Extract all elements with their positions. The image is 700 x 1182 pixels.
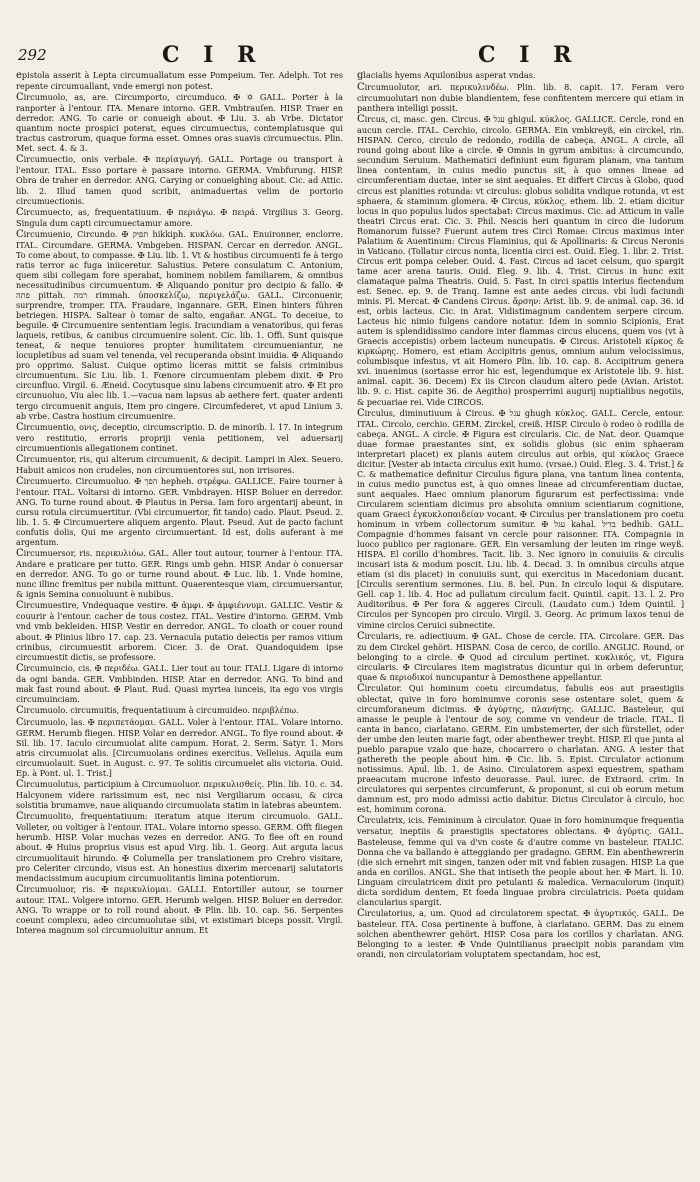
dictionary-entry: Circumuolo. circumuitis, frequentatiuum à circumuideo. περιβλέπω.	[16, 704, 299, 716]
left-column	[16, 70, 343, 1170]
dictionary-entry: epistola asserit à Lepta circumuallatum esse Pompeium. Ter. Adelph. Tot res repente circumuallant, vnde emergi non potest.	[16, 70, 343, 92]
dictionary-entry: Circumuersor, ris. περικυλιόω. GAL. Aller tout autour, tourner à l'entour. ITA. Andare e praticare per tutto. GER. Rings umb gehn. HISP. Andar ò conuersar en derredor. ANG. To go or turne round about. ✠ Luc. lib. 1. Vnde homine, nunc illinc fremitus per nubila mittunt. Quaerentesque viam, circumuersantur, & ignis Semina conuoluunt è nubibus.	[16, 548, 343, 600]
dictionary-entry: Circumuolutus, participium à Circumuoluor. περικυλισθείς. Plin. lib. 10. c. 34. Halcyonem videre rarissimum est, nec nisi Vergiliarum occasu, & circa solstitia brumamve, naue aliquando circumuolata statim in latebras abeuntem.	[16, 779, 343, 811]
text-columns	[16, 70, 684, 1170]
dictionary-entry: Circumuestire, Vndequaque vestire. ✠ ἀμφι. ✠ ἀμφιέννυμι. GALLIC. Vestir & couurir à l'entour. cacher de tous costez. ITAL. Vestire d'intorno. GERM. Vmb vnd vmb bekleiden. HISP. Vestir en derredor. ANGL. To cloath or couer round about. ✠ Plinius libro 17. cap. 23. Vernacula putatio deiectis per ramos vitium crinibus, circumuestit arborem. Cicer. 3. de Orat. Quandoquidem ipse circumuestit dictis, se professore.	[16, 600, 343, 662]
dictionary-entry: Circumuincio, cis. ✠ περιδέω. GALL. Lier tout au tour. ITALI. Ligare di intorno da ogni banda. GER. Vmbbinden. HISP. Atar en derredor. ANG. To bind and mak fast round about. ✠ Plaut. Rud. Quasi myrtea iunceis, ita ego vos virgis circumuinciam.	[16, 662, 343, 704]
dictionary-entry: Circularis, re. adiectiuum. ✠ GAL. Chose de cercle. ITA. Circolare. GER. Das zu dem Circkel gehört. HISPAN. Cosa de cerco, de corillo. ANGLIC. Round, or belonging to a circle. ✠ Quod ad circulum pertinet. κυκλικός, vt, Figura circularis. ✠ Circulares item magistratus dicuntur qui in orbem deferuntur, quae & περιοδικοί nuncupantur à Demosthene appellantur.	[357, 630, 684, 682]
dictionary-entry: Circus, ci, masc. gen. Circus. ✠ עגל ghigul. κύκλος. GALLICE. Cercle, rond en aucun cercle. ITAL. Cerchio, circolo. GERMA. Ein vmbkreyß, ein circkel, rin. HISPAN. Cerco, circulo de redondo, rodilla de cabeça. ANGL. A circle, all round going about like a circle. ✠ Omnis in gyrum ambitus: à circumcundo, secundum Seruium. Mathematici definiunt eum figuram planam, vna tantum linea contentam, in cuius medio punctus sit, à quo omnes lineae ad circumferentiam ductae, inter se sint aequales. Et differt Circus à Globo, quod circus est planities rotunda: vt circulus: globus solidita vndique rotunda, vt est sphaera, & staminum glomera. ✠ Circus, κύκλος. ethem. lib. 2. etiam dicitur locus in quo populus ludos spectabat: Circus maximus. Cic. ad Atticum in valle theatri Circus erat. Cic. 3. Phil. Nescis heri quantum in circo die ludorum Romanorum fuisse? Fuerunt autem tres Circi Romae: Circus maximus inter Palatium & Auentinum: Circus Flaminius, qui & Apollinaris: & Circus Neronis in Vaticano. (Tollatur circus nonta, licentia circi est. Ouid. Eleg. 1. libr. 2. Trist. Circus erit pompa celeber. Ouid. 4. Fast. Circus ad iacet celsum, quo spargit tame acer arena tauris. Ouid. Eleg. 9. lib. 4. Trist. Circus in hunc exit clamataque palma Theatris. Ouid. 5. Fast. In circi spatiis interius flectendum est. Senec. ep. 9. de Tranq. Iamne est ante aedes circus. vbi ludi faciundi minis. Pl. Mercat. ✠ Candens Circus. ἄρσην: Arist. lib. 9. de animal. cap. 36. id est, orbis lacteus. Cic. in Arat. Vidistimagnum candentem serpere circum. Lacteus hic nimio fulgens candore notatur. Idem in somnio Scipionis, Erat autem is splendidissimo candore inter flammas circus elucens, quem vos (vt à Graecis accepistis) orbem lacteum nuncupatis. ✠ Circus. Aristoteli κίρκος & κιρκώρης. Homero, est etiam Accipitris genus, omnium aulum velocissimus, columbisque infestus, vt ait Homero Plin. lib. 10. cap. 8. Accipitrum genera xvi. inuenimus (sortasse error hic est, legendumque ex Aristotele lib. 9. hist. animal. capit. 36. Decem) Ex iis Circon claudum altero pede (Avian. Aristot. lib. 9. c. Hist. capite 36. de Aegitho) prosperrimi augurij nuptialibus negotiis, & pecuariae rei. Vide CIRCOS.	[357, 114, 684, 407]
page-header	[0, 42, 700, 72]
dictionary-entry: glacialis hyems Aquilonibus asperat vndas.	[357, 70, 536, 81]
dictionary-entry: Circumuolito, frequentatiuum: iteratum atque iterum circumuolo. GALL. Volleter, ou voltiger à l'entour. ITAL. Volare intorno spesso. GERM. Offt fliegen herumb. HISP. Volar muchas vezes en derredor. ANG. To flee oft en round about. ✠ Huius proprius visus est apud Virg. lib. 1. Georg. Aut arguta lacus circumuolitauit hirundo. ✠ Columella per translationem pro Crebro visitare, pro Celeriter circundo, visus est. An honestius dixerim mercenarij salutatoris mendacissimum aucupium circumuolitantis limina potentiorum.	[16, 811, 343, 883]
dictionary-entry: Circumuenio, Circundo. ✠ תפיק hikkiph. κυκλόω. GAL. Enuironner, enclorre. ITAL. Circumdare. GERMA. Vmbgeben. HISPAN. Cercar en derredor. ANGL. To come about, to compasse. ✠ Liu. lib. 1. Vt & hostibus circumuenti fe à tergo ratis terror ac fuga iniiceretur. Salustius. Petere consulatum C. Antonium, quem sibi collegam fore sperabat, hominem nobilem familiarem, & omnibus necessitudinibus circumuentum. ✠ Aliquando ponitur pro decipio & fallo. ✠ פתה pittah. רמה rimmah. ὑποσκελίζω, περιγελάζω. GALL. Circonuenir, surprendre, tromper. ITA. Fraudare, ingannare. GER. Einen hinters führen betriegen. HISPA. Saltear ò tomar de salto, engañar. ANGL. To deceiue, to beguile. ✠ Circumuenire sententiam legis. Iracundiam a venatoribus, qui feras laqueis, retibus, & canibus circumuenire solent. Cic. lib. 1. Offi. Sunt quisque teneat, & neque tenuiores propter humilitatem circumueniantur, ne locupletibus ad suam vel tenenda, vel recuperanda obsint inuidia. ✠ Aliquando pro opprimo. Salust. Cuique optimo liceras mittit se falsis criminibus circumuentum. Sic Liu. lib. 1. Fœnore circumuentam plebem dixit. ✠ Pro circunfluo. Virgil. 6. Æneid. Cocytusque sinu labens circumuenit atro. ✠ Et pro circunuoluo, Viu alec lib. 1.—vacua nam lapsus ab aethere fert. quater ardenti tergo circumuenit anguis, Item pro cingere. Circumfederet, vt apud Linium 3. ab vrbe. Castra hostium circumuenire.	[16, 228, 343, 421]
dictionary-entry: Circumuoluor, ris. ✠ περικυλίομαι. GALLI. Entortiller autour, se tourner autour. ITAL. Volgere intorno. GER. Herumb welgen. HISP. Boluer en derredor. ANG. To wrappe or to roll round about. ✠ Plin. lib. 10. cap. 56. Serpentes coeunt complexu, adeo circumuolutae sibi, vt existimari biceps possit. Virgil. Interea magnum sol circumuoluitur annum. Et	[16, 883, 343, 935]
dictionary-entry: Circulatorius, a, um. Quod ad circulatorem spectat. ✠ ἀγυρτικός. GALL. De basteleur. ITA. Cosa pertinente à buffone, à ciarlatano. GERM. Das zu einem solchen abenthewrer gehört. HISP. Cosa para los corillos y charlatan. ANG. Belonging to a iester. ✠ Vnde Quintilianus praecipit nobis parandam vim orandi, non circulatoriam voluptatem spectandam, hoc est,	[357, 907, 684, 960]
dictionary-entry: Circumuecto, as, frequentatiuum. ✠ περιάγω. ✠ πειρά. Virgilius 3. Georg. Singula dum capti circumuectamur amore.	[16, 206, 343, 228]
dictionary-entry: Circumuolo, las. ✠ περιπετάομαι. GALL. Voler à l'entour. ITAL. Volare intorno. GERM. Herumb fliegen. HISP. Volar en derredor. ANGL. To flye round about. ✠ Sil. lib. 17. Iaculo circumuolat alite campum. Horat. 2. Serm. Satyr. 1. Mors atris circumuolat alis. [Circumuolans ordines exercitus. Velleius. Aquila eum circumuolauit. Suet. in August. c. 97. Te solitis circumuelet alis victoria. Ouid. Ep. à Pont. ul. 1. Trist.]	[16, 716, 343, 779]
running-head-left: C I R	[162, 42, 264, 68]
dictionary-entry: Circumuolutor, ari. περικυλινδέω. Plin. lib. 8. capit. 17. Feram vero circumuolutari non dubie blandientem, fese confitentem mercere qui etiam in panthera intelligi possit.	[357, 82, 684, 114]
dictionary-entry: Circumuerto. Circumuoluo. ✠ הפך hepheh. στρέφω. GALLICE. Faire tourner à l'entour. ITAL. Voltarsi di intorno. GER. Vmbdrayen. HISP. Boluer en derredor. ANG. To turne round about. ✠ Plautus in Persa. Iam foro argentarij abeunt, in cursu rotula circumuertitur. (Vbi circumuertor, fit tando) cado. Plaut. Pseud. 2. lib. 1. 5. ✠ Circumuertere aliquem argento. Plaut. Pseud. Aut de pacto faciunt confutis dolis, Qui me argento circumuertant. Id est, dolis auferant à me argentum.	[16, 475, 343, 548]
dictionary-entry: Circulus, diminutiuum à Circus. ✠ עגל ghugh κύκλος. GALL. Cercle, entour. ITAL. Circolo, cerchio. GERM. Zirckel, creiß. HISP. Circulo ò rodeo ò rodilla de cabeça. ANGL. A circle. ✠ Figura est circularis. Cic. de Nat. deor. Quamque duae formae praestantes sint, ex solidis globus (sic enim sphaeram interpretari placet) ex planis autem circulus aut orbis, qui κύκλος Graece dicitur. [Vester ab intacta circulus exit humo. (vrsae.) Ouid. Eleg. 3. 4. Trist.] & C. & mathematice definitur Circulus figura plana, vna tantum linea contenta, in cuius medio punctus est, à quo omnes lineae ad circumferentiam ductae, sunt aequales. Haec omnium planorum figurarum est perfectissima: vnde Circularem scientiam dicimus pro absoluta omnium scientiarum cognitione, quam Graeci ἐγκυκλοπαιδείαν vocant. ✠ Circulus per translationem pro coetu hominum in vrbem collectorum sumitur. ✠ עגל kahal. בדיל bedhib. GALL. Compagnie d'hommes faisant vn cercle pour raisonner. ITA. Compagnia in luoco publico per ragionare. GER. Ein versamlung der leuten im ringe weyß. HISPA. El corillo d'hombres. Tacit. lib. 3. Nec ignoro in conuiuiis & circulis incusari ista & modum poscit. Liu. lib. 4. Decad. 3. In omnibus circulis atque etiam (si dis placet) in conuiuiis sunt, qui exercitus in Macedoniam ducant. [Circulis serentium sermones. Liu. 8. bel. Pun. In circulo loqui & disputare. Gell. cap 1. lib. 4. Hoc ad pullatum circulum facit. Quintil. capit. 13. l. 2. Pro Auditoribus. ✠ Per fora & aggeres Circuli. (Laudato cum.) Idem Quintil. ] Circulos per Syncopen pro circulo. Virgil. 3. Georg. Ac primum laxos tenui de vimine circlos Ceruici subnectite.	[357, 407, 684, 630]
running-head-right: C I R	[478, 42, 580, 68]
page-number: 292	[18, 46, 47, 64]
right-column	[357, 70, 684, 1170]
dictionary-entry: Circulatrix, icis. Femininum à circulator. Quae in foro hominumque frequentia versatur, ineptiis & praestigiis spectatores oblectans. ✠ ἀγύρτις. GALL. Basteleuse, femme qui va d'vn coste & d'autre comme vn basteleur. ITALIC. Donna che va ballando è atteggiando per gradagno. GERM. Ein abenthewrerin (die sich ernehrt mit singen, tanzen oder mit vnd fabien zusagen. HISP. La que anda en corillos. ANGL. She that intiseth the people about her. ✠ Mart. li. 10. Linguam circulatricem dixit pro petulanti & maledica. Vernaculorum (inquit) dicta sordidum dentem, Et foeda linguae probra circulatricis. Poeta quidam clancularius spargit.	[357, 815, 684, 907]
dictionary-entry: Circumuolo, as, are. Circumporto, circumduco. ✠ ✡ GALL. Porter à la ranporter à l'entour. ITA. Menare intorno. GER. Vmbtrauſen. HISP. Traer en derredor. ANG. To carie or conueigh about. ✠ Liu. 3. ab Vrbe. Dictator quantum nocte prospici poterat, eques circumuectus, contemplatusque qui tractus castrorum, quaque forma esset. Omnes oras suavis circumuectus. Plin. Met. sect. 4. & 3.	[16, 92, 343, 154]
dictionary-entry: Circumuentor, ris, qui alterum circumuenit, & decipit. Lampri in Alex. Seuero. Habuit amicos non crudeles, non circumuentores sui, non irrisores.	[16, 453, 343, 475]
dictionary-entry: Circulator. Qui hominum coetu circumdatus, fabulis eos aut praestigiis oblectat, quive in foro hominumve coronis sese ostentare solet, quem & circumforaneum dicimus. ✠ ἀγύρτης, πλανήτης. GALLIC. Basteleur, qui amasse le peuple à l'entour de soy, comme vn vendeur de triacle. ITAL. Il canta in banco, ciarlatano. GERM. Ein umbstemerter, der sich fürstellet, oder der umbe den leuten marie fagt, oder abenthewer treybt. HISP. El que junta al pueblo parapue vzalo que haze, chocarrero o charlatan. ANG. A iester that gathereth the people about him. ✠ Cic. lib. 5. Epist. Circulator actionum notissimus. Apul. lib. 1. de Asino. Circulatorem aspexi equestrem, spatham praeacutam mucrone infesto deuorasse. Paul. iurec. de Extraord. crim. In circulatores qui serpentes circumferunt, & proponunt, si cui ob eorum metum damnum est, pro modo admissi actio dabitur. Dictus Circulator à circulo, hoc est, hominum corona.	[357, 682, 684, 815]
dictionary-entry: Circumuectio, onis verbale. ✠ περίαγωγή. GALL. Portage ou transport à l'entour. ITAL. Esso portare è passare intorno. GERMA. Vmbfurung. HISP. Obra de traher en derredor. ANG. Carying or conueighing about. Cic. ad Attic. lib. 2. Illud tamen quod scribit, animaduertas velim de portorio circumuectionis.	[16, 154, 343, 206]
dictionary-entry: Circumuentio, ονις, deceptio, circumscriptio. D. de minorib. l. 17. In integrum vero restitutio, erroris propriji venia petitionem, vel aduersarij circumuentionis allegationem continet.	[16, 421, 343, 453]
